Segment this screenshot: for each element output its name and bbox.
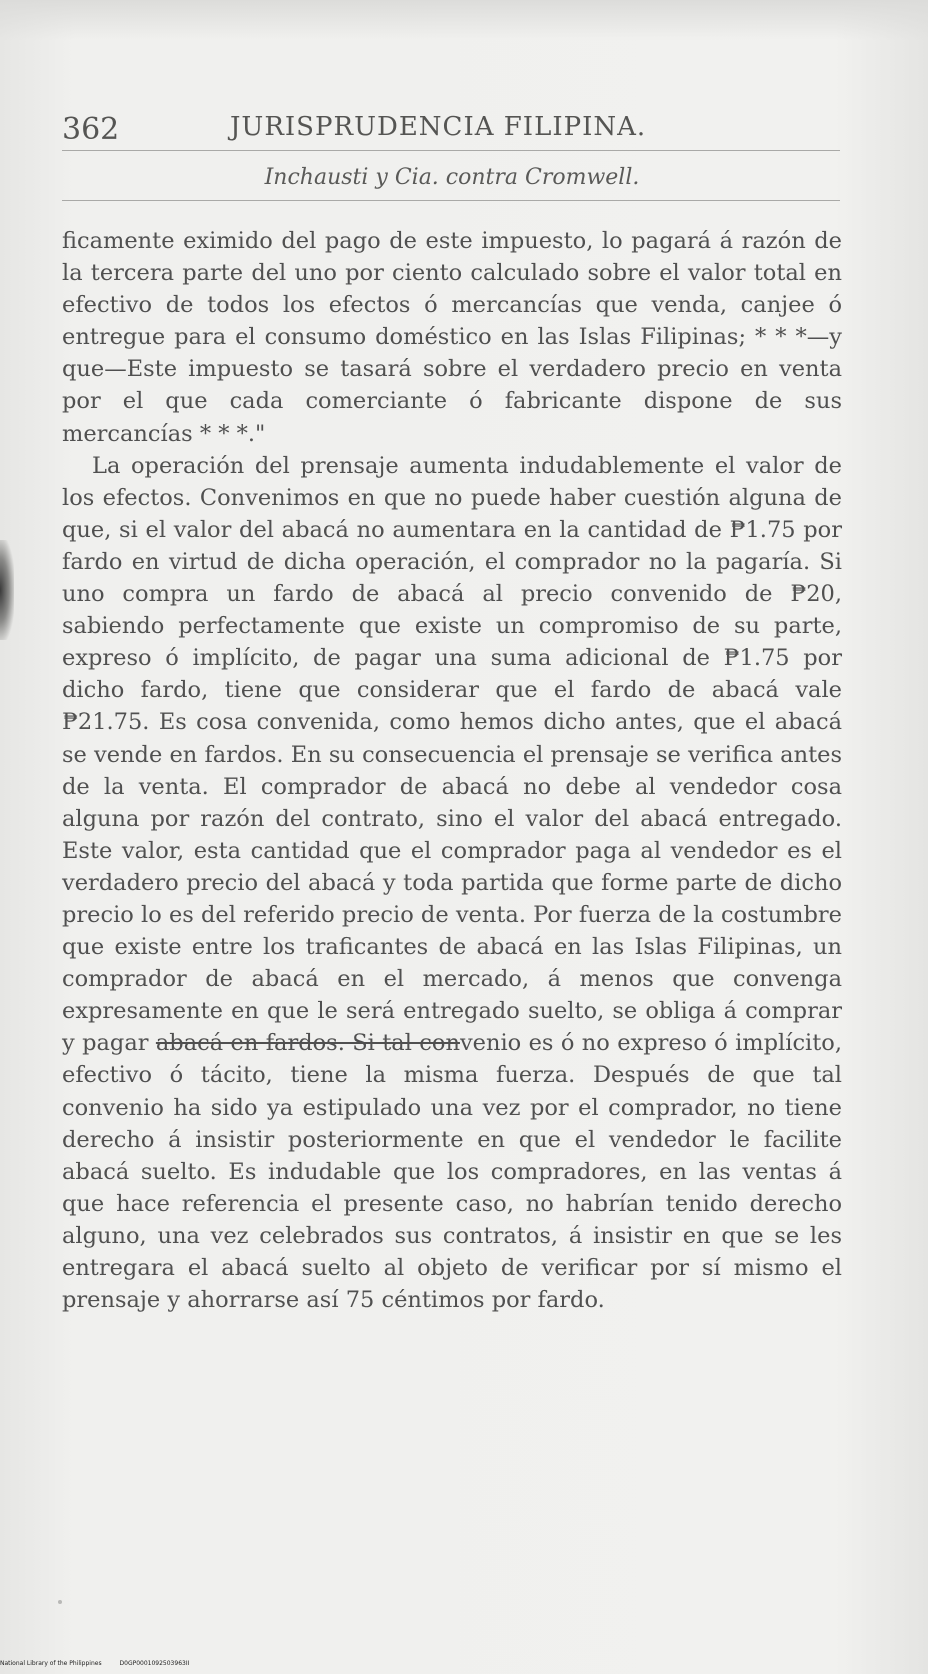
paragraph-continuation: ficamente eximido del pago de este impuesto, lo pagará á razón de la tercera parte del uno por ciento calculado sobre el valor total en efectivo de todos los efectos ó mercancías que venda, canjee ó entregue para el consumo doméstico en las Islas Filipinas; * * *—y que—Este impuesto se tasará sobre el verdadero precio en venta por el que cada comerciante ó fabricante dispone de sus mercancías * * *." [62, 228, 842, 447]
header-rule-top [62, 150, 840, 151]
page-top-shadow [0, 0, 928, 40]
case-title: Inchausti y Cia. contra Cromwell. [264, 165, 640, 190]
paragraph-main-text: La operación del prensaje aumenta indudablemente el valor de los efectos. Convenimos en que no puede haber cuestión alguna de que, si el valor del abacá no aumentara en la cantidad de ₱1.75 por fardo en virtud de dicha operación, el comprador no la pagaría. Si uno compra un fardo de abacá al precio convenido de ₱20, sabiendo perfectamente que existe un compromiso de su parte, expreso ó implícito, de pagar una suma adicional de ₱1.75 por dicho fardo, tiene que considerar que el fardo de abacá vale ₱21.75. Es cosa convenida, como hemos dicho antes, que el abacá se vende en fardos. En su consecuencia el prensaje se verifica antes de la venta. El comprador de abacá no debe al vendedor cosa alguna por razón del contrato, sino el valor del abacá entregado. Este valor, esta cantidad que el comprador paga al vendedor es el verdadero precio del abacá y toda partida que forme parte de dicho precio lo es del referido precio de venta. Por fuerza de la costumbre que existe entre los traficantes de abacá en las Islas Filipinas, un comprador de abacá en el mercado, á menos que convenga expresamente en que le será entregado suelto, se obliga á comprar y pagar [62, 452, 842, 1057]
running-title: JURISPRUDENCIA FILIPINA. [230, 112, 647, 142]
scan-footer [0, 1660, 205, 1670]
page-speck [58, 1600, 62, 1604]
header-rule-bottom [62, 200, 840, 201]
scan-identifier: D0GP0001092503963II [119, 1660, 190, 1667]
paragraph-main-tail: venio es ó no expreso ó implícito, efectivo ó tácito, tiene la misma fuerza. Después de que tal convenio ha sido ya estipulado una vez por el comprador, no tiene derecho á insistir posteriormente en que el vendedor le facilite abacá suelto. Es indudable que los compradores, en las ventas á que hace referencia el presente caso, no habrían tenido derecho alguno, una vez celebrados sus contratos, á insistir en que se les entregara el abacá suelto al objeto de verificar por sí mismo el prensaje y ahorrarse así 75 céntimos por fardo. [62, 1030, 842, 1314]
paragraph-main [62, 450, 842, 1317]
page-header [62, 108, 842, 148]
page-edge-shadow [0, 540, 14, 640]
body-text [62, 225, 842, 1316]
page-number: 362 [62, 112, 120, 147]
struck-text: abacá en fardos. Si tal con [155, 1030, 460, 1057]
library-credit: National Library of the Philippines [0, 1660, 102, 1667]
